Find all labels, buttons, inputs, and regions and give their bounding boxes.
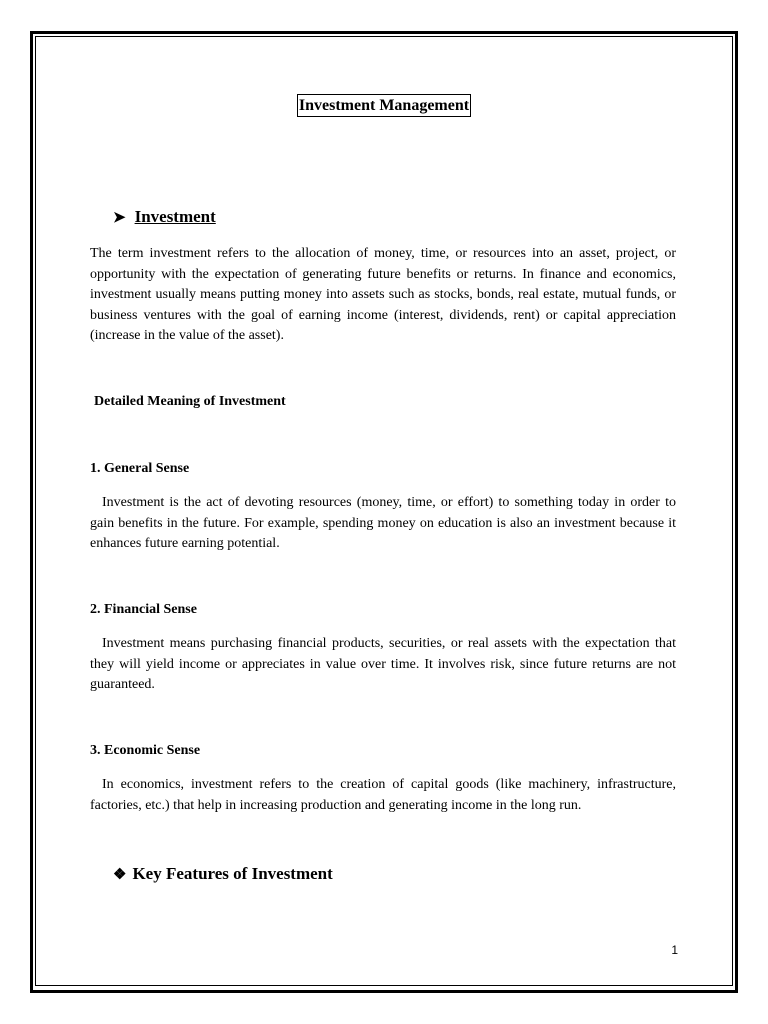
document-title-text: Investment Management <box>297 94 471 117</box>
diamond-bullet-icon: ❖ <box>113 866 127 883</box>
document-title <box>0 94 768 117</box>
key-features-heading <box>113 864 333 884</box>
economic-sense-text: In economics, investment refers to the creation of capital goods (like machinery, infrastructure, factories, etc.) that help in increasing production and generating income in the long run. <box>90 777 676 813</box>
section-heading-text: Investment <box>134 207 216 226</box>
intro-paragraph: The term investment refers to the allocation of money, time, or resources into an asset, project, or opportunity with the expectation of generating future benefits or returns. In finance and economics, investment usually means putting money into assets such as stocks, bonds, real estate, mutual funds, or business ventures with the goal of earning income (interest, dividends, rent) or capital appreciation (increase in the value of the asset). <box>90 246 676 344</box>
economic-sense-paragraph <box>90 775 676 816</box>
general-sense-text: Investment is the act of devoting resources (money, time, or effort) to something today in order to gain benefits in the future. For example, spending money on education is also an investment because it enhances future earning potential. <box>90 495 676 552</box>
general-sense-heading: 1. General Sense <box>90 461 190 476</box>
financial-sense-heading: 2. Financial Sense <box>90 602 197 617</box>
detailed-meaning-heading: Detailed Meaning of Investment <box>94 394 286 409</box>
financial-sense-text: Investment means purchasing financial products, securities, or real assets with the expectation that they will yield income or appreciates in value over time. It involves risk, since future returns are not guaranteed. <box>90 636 676 693</box>
page-number: 1 <box>671 943 678 957</box>
general-sense-paragraph <box>90 493 676 555</box>
financial-sense-paragraph <box>90 634 676 696</box>
arrow-bullet-icon: ➤ <box>113 209 126 226</box>
economic-sense-heading: 3. Economic Sense <box>90 743 201 758</box>
key-features-heading-text: Key Features of Investment <box>132 864 333 883</box>
section-heading-investment <box>113 207 216 227</box>
